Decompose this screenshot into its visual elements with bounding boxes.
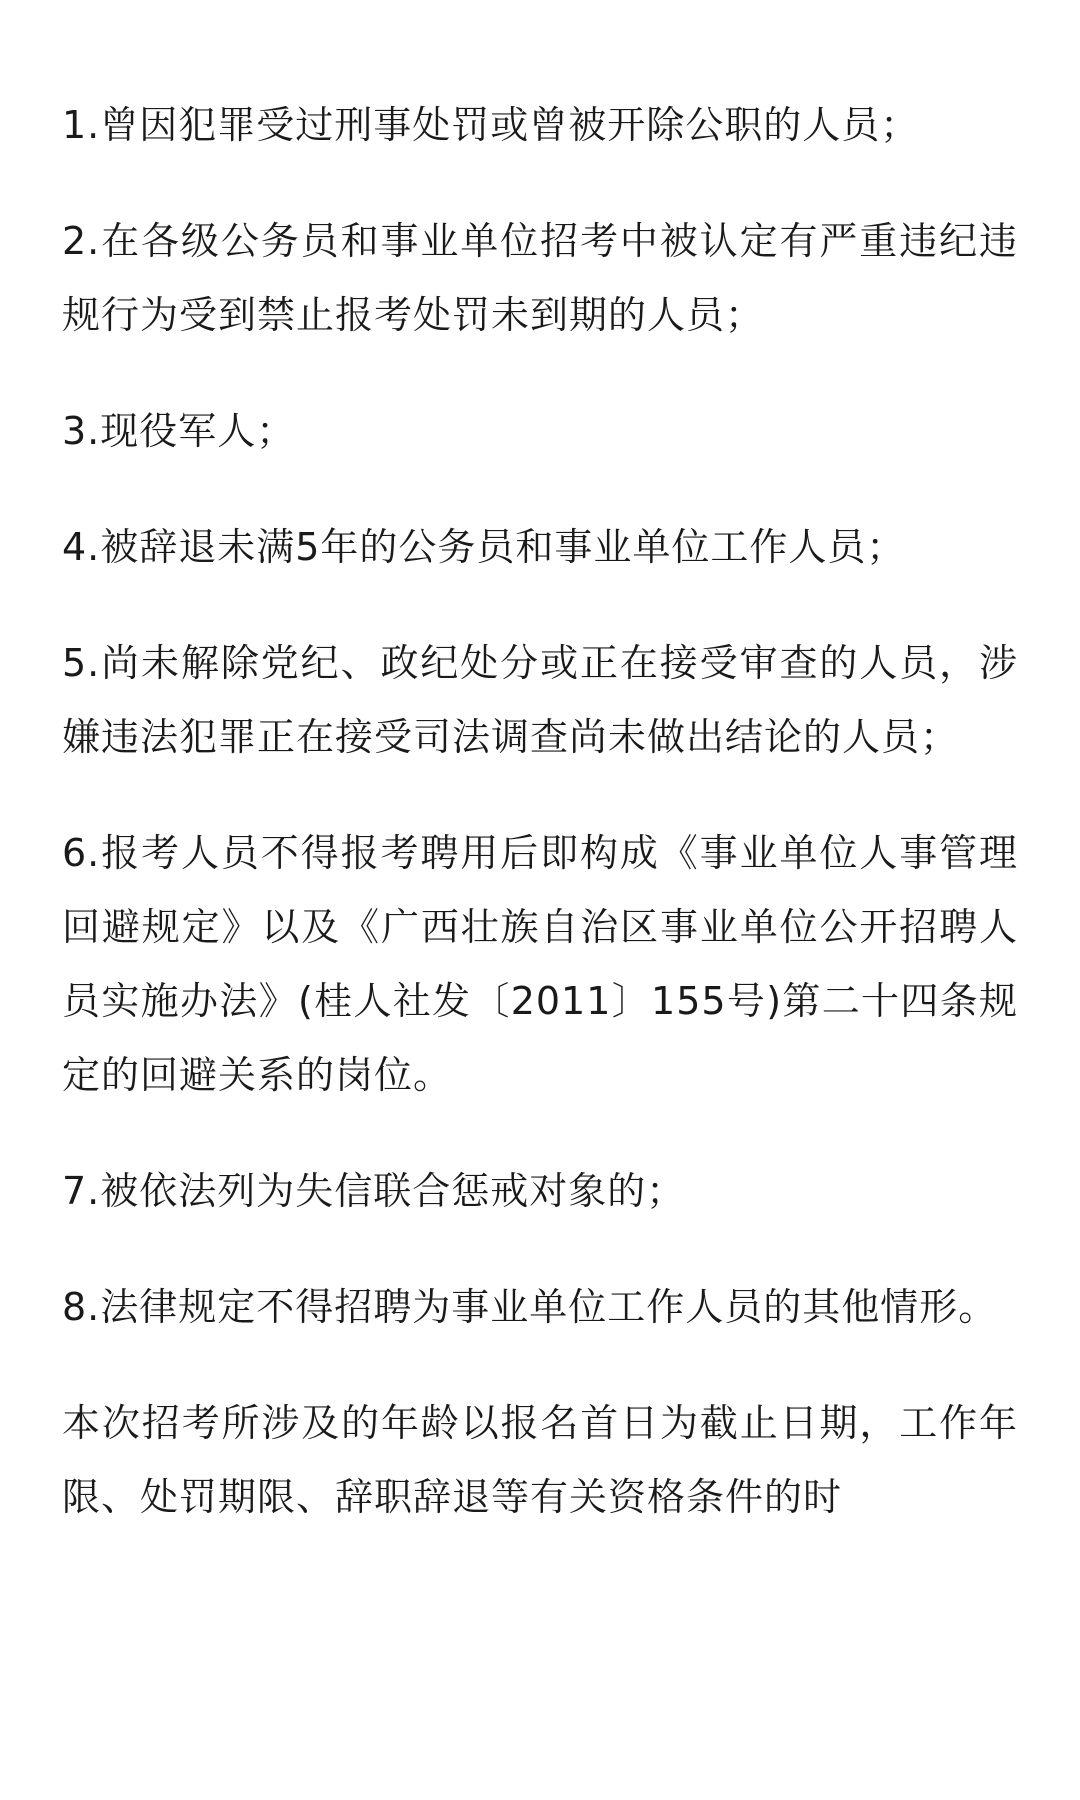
closing-paragraph: 本次招考所涉及的年龄以报名首日为截止日期，工作年限、处罚期限、辞职辞退等有关资格条件的时 [62, 1401, 1018, 1519]
list-item-2: 2.在各级公务员和事业单位招考中被认定有严重违纪违规行为受到禁止报考处罚未到期的人员； [62, 219, 1018, 337]
list-item-6: 6.报考人员不得报考聘用后即构成《事业单位人事管理回避规定》以及《广西壮族自治区事业单位公开招聘人员实施办法》(桂人社发〔2011〕155号)第二十四条规定的回避关系的岗位。 [62, 831, 1018, 1097]
list-item-5: 5.尚未解除党纪、政纪处分或正在接受审查的人员，涉嫌违法犯罪正在接受司法调查尚未做出结论的人员； [62, 641, 1018, 759]
list-item-7: 7.被依法列为失信联合惩戒对象的； [62, 1169, 686, 1213]
list-item-3: 3.现役军人； [62, 409, 296, 453]
list-item-8: 8.法律规定不得招聘为事业单位工作人员的其他情形。 [62, 1285, 998, 1329]
list-item-4: 4.被辞退未满5年的公务员和事业单位工作人员； [62, 525, 906, 569]
list-item-1: 1.曾因犯罪受过刑事处罚或曾被开除公职的人员； [62, 103, 920, 147]
